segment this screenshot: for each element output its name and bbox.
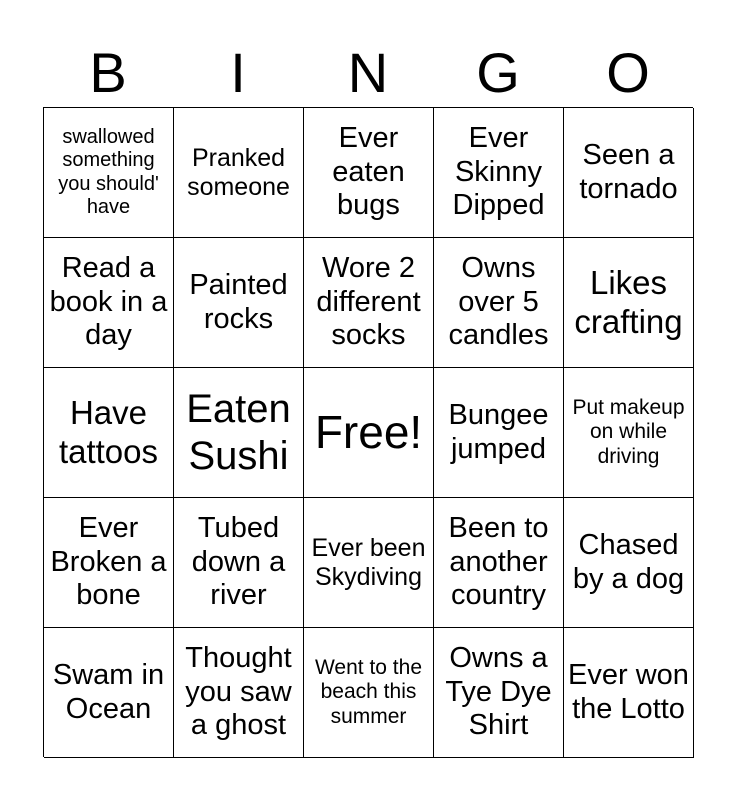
header-letter-b: B xyxy=(89,41,127,104)
bingo-cell[interactable] xyxy=(304,238,434,368)
free-space-text: Free! xyxy=(314,405,423,458)
bingo-cell[interactable] xyxy=(174,628,304,758)
bingo-header xyxy=(43,40,693,106)
cell-text: Put makeup on while driving xyxy=(572,395,685,468)
bingo-cell[interactable] xyxy=(434,108,564,238)
cell-text: Wore 2 different socks xyxy=(316,252,421,352)
cell-text: Been to another country xyxy=(448,512,549,612)
bingo-cell[interactable] xyxy=(564,628,694,758)
cell-text: Owns a Tye Dye Shirt xyxy=(445,642,552,742)
bingo-cell[interactable] xyxy=(434,498,564,628)
bingo-grid xyxy=(43,107,693,757)
cell-text: Thought you saw a ghost xyxy=(185,642,292,742)
header-letter-g: G xyxy=(476,41,520,104)
bingo-cell[interactable] xyxy=(304,628,434,758)
cell-text: Swam in Ocean xyxy=(52,658,165,725)
bingo-cell[interactable] xyxy=(44,238,174,368)
cell-text: Pranked someone xyxy=(187,143,290,201)
bingo-free-cell[interactable] xyxy=(304,368,434,498)
cell-text: Bungee jumped xyxy=(448,398,549,465)
bingo-cell[interactable] xyxy=(174,108,304,238)
cell-text: Ever been Skydiving xyxy=(311,533,426,591)
cell-text: Ever eaten bugs xyxy=(332,122,405,222)
cell-text: Seen a tornado xyxy=(579,138,678,205)
bingo-cell[interactable] xyxy=(174,498,304,628)
bingo-cell[interactable] xyxy=(44,368,174,498)
bingo-cell[interactable] xyxy=(564,108,694,238)
bingo-cell[interactable] xyxy=(44,108,174,238)
cell-text: swallowed something you should' have xyxy=(58,126,159,218)
header-letter-n: N xyxy=(347,41,389,104)
bingo-cell[interactable] xyxy=(174,238,304,368)
cell-text: Likes crafting xyxy=(574,264,683,340)
cell-text: Ever won the Lotto xyxy=(568,658,689,725)
bingo-cell[interactable] xyxy=(564,498,694,628)
cell-text: Tubed down a river xyxy=(191,512,286,612)
bingo-cell[interactable] xyxy=(434,368,564,498)
bingo-cell[interactable] xyxy=(434,238,564,368)
bingo-cell[interactable] xyxy=(434,628,564,758)
bingo-cell[interactable] xyxy=(174,368,304,498)
cell-text: Have tattoos xyxy=(58,394,159,470)
bingo-cell[interactable] xyxy=(44,498,174,628)
bingo-cell[interactable] xyxy=(564,238,694,368)
bingo-cell[interactable] xyxy=(564,368,694,498)
header-letter-o: O xyxy=(606,41,650,104)
bingo-cell[interactable] xyxy=(44,628,174,758)
header-letter-i: I xyxy=(230,41,246,104)
cell-text: Ever Broken a bone xyxy=(50,512,167,612)
cell-text: Owns over 5 candles xyxy=(448,252,549,352)
cell-text: Painted rocks xyxy=(189,268,288,335)
cell-text: Read a book in a day xyxy=(49,252,168,352)
bingo-cell[interactable] xyxy=(304,498,434,628)
bingo-cell[interactable] xyxy=(304,108,434,238)
cell-text: Eaten Sushi xyxy=(186,387,291,478)
cell-text: Chased by a dog xyxy=(572,528,685,595)
cell-text: Ever Skinny Dipped xyxy=(452,122,545,222)
cell-text: Went to the beach this summer xyxy=(314,655,422,728)
